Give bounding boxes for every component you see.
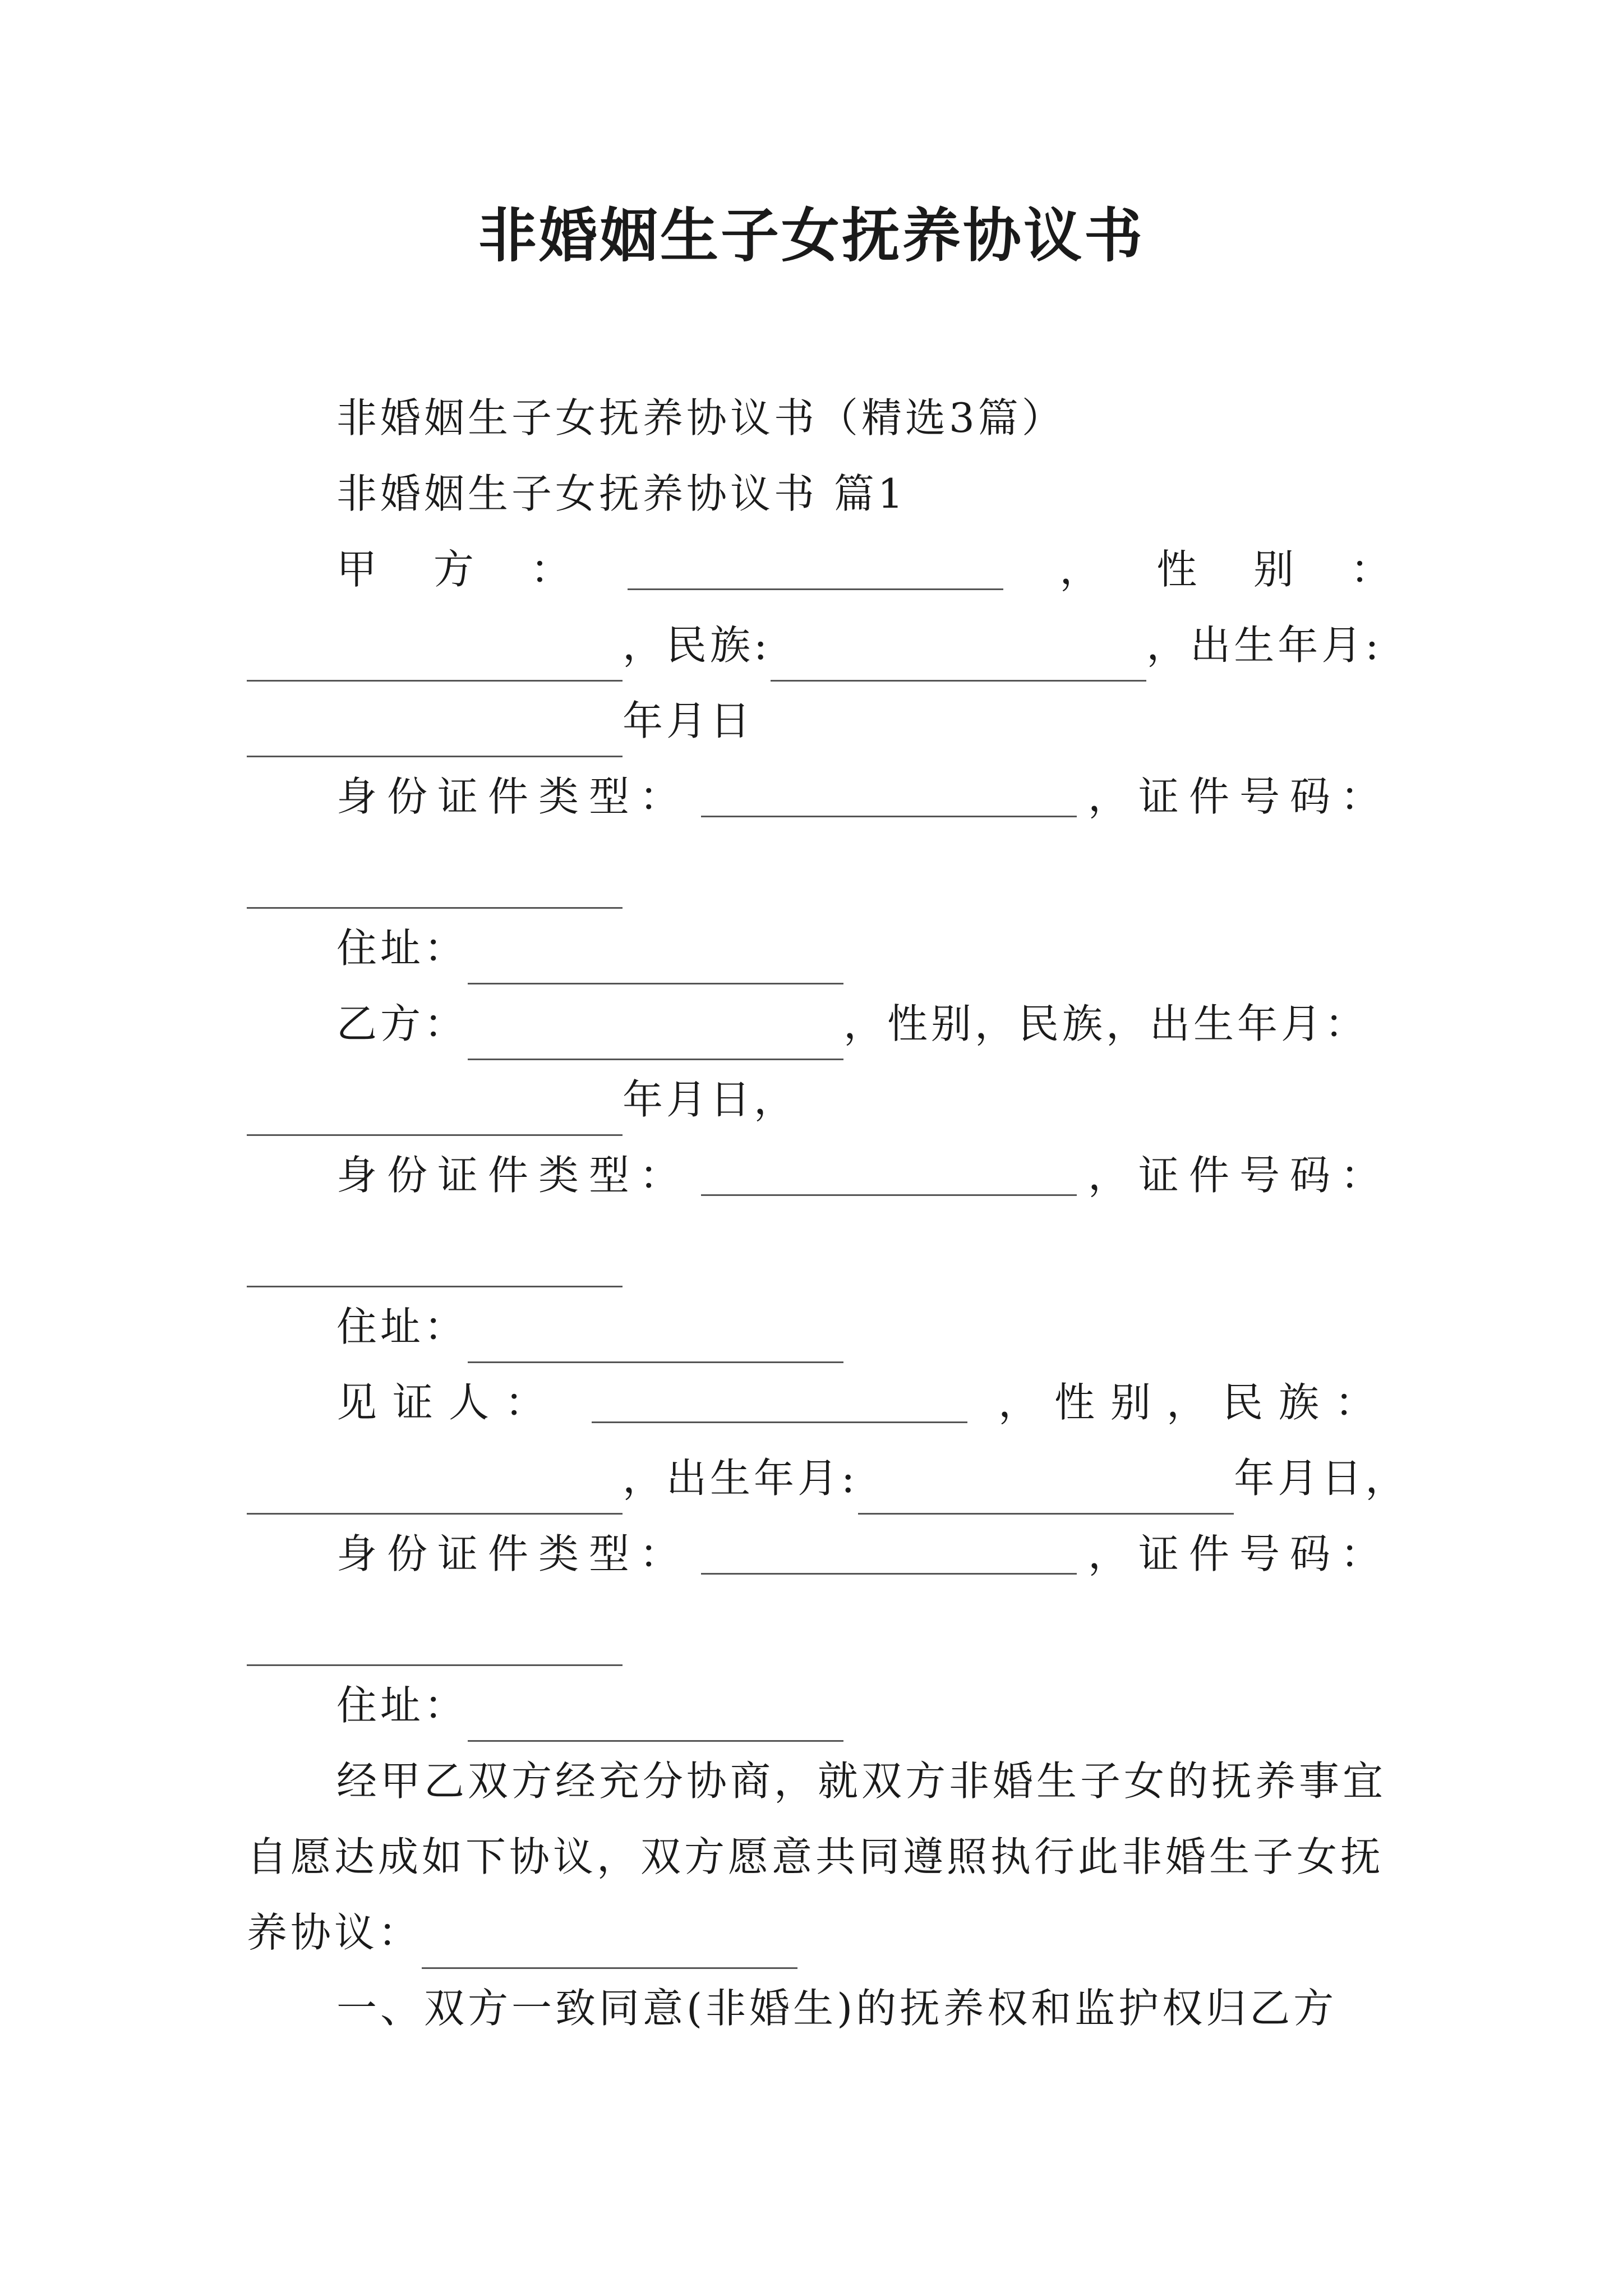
party-a-gender-char: 别 <box>1253 546 1294 593</box>
party-b-birth-row <box>247 1063 1391 1136</box>
party-a-birth-field[interactable] <box>247 716 623 757</box>
witness-id-row <box>336 1517 1391 1590</box>
part-heading: 非婚姻生子女抚养协议书 篇1 <box>336 470 907 517</box>
party-a-id-number-label: ，证件号码： <box>1087 773 1391 820</box>
witness-label: 见证人： <box>336 1379 561 1426</box>
party-a-address-field[interactable] <box>468 944 843 984</box>
party-b-address-field[interactable] <box>468 1322 843 1363</box>
witness-ethnicity-field[interactable] <box>247 1474 623 1515</box>
witness-id-number-row <box>247 1593 1391 1666</box>
party-a-ethnicity-label: ，民族: <box>623 622 771 669</box>
witness-birth-label: ，出生年月: <box>623 1455 859 1502</box>
party-b-address-row <box>336 1290 1391 1363</box>
witness-id-type-field[interactable] <box>701 1534 1077 1575</box>
witness-address-field[interactable] <box>468 1701 843 1742</box>
witness-mid-label: ，性别，民族： <box>998 1379 1391 1426</box>
party-a-ethnicity-field[interactable] <box>771 641 1146 682</box>
party-a-label-char: ： <box>530 546 571 593</box>
party-a-id-type-label: 身份证件类型： <box>336 773 690 820</box>
party-b-id-row <box>336 1139 1391 1212</box>
party-a-gender-field[interactable] <box>247 641 623 682</box>
party-a-id-number-field[interactable] <box>247 868 623 909</box>
party-a-name-row <box>336 533 1391 606</box>
subtitle: 非婚姻生子女抚养协议书（精选3篇） <box>336 394 1066 441</box>
party-a-birth-label: ，出生年月: <box>1146 622 1382 669</box>
party-b-id-number-label: ，证件号码： <box>1087 1152 1391 1199</box>
clause-1: 一、双方一致同意(非婚生)的抚养权和监护权归乙方 <box>336 1985 1338 2032</box>
witness-birth-field[interactable] <box>858 1474 1234 1515</box>
party-a-gender-char: 性 <box>1156 546 1197 593</box>
party-a-gender-char: ： <box>1350 546 1391 593</box>
agreement-intro-line: 经甲乙双方经充分协商，就双方非婚生子女的抚养事宜 <box>336 1757 1387 1805</box>
party-b-name-field[interactable] <box>468 1019 843 1060</box>
party-b-id-number-field[interactable] <box>247 1246 623 1287</box>
witness-id-number-field[interactable] <box>247 1625 623 1666</box>
party-a-date-suffix: 年月日 <box>623 697 754 744</box>
party-a-birth-row <box>247 684 1391 757</box>
party-b-label: 乙方： <box>336 1000 468 1047</box>
document-title: 非婚姻生子女抚养协议书 <box>478 201 1145 270</box>
party-b-id-type-field[interactable] <box>701 1155 1077 1196</box>
party-a-name-field[interactable] <box>628 549 1003 590</box>
party-b-birth-field[interactable] <box>247 1095 623 1136</box>
witness-name-field[interactable] <box>592 1382 967 1423</box>
party-b-date-suffix: 年月日， <box>623 1076 798 1123</box>
witness-date-suffix: 年月日， <box>1234 1455 1409 1502</box>
party-a-address-label: 住址： <box>336 924 468 972</box>
party-a-id-row <box>336 760 1391 833</box>
witness-id-type-label: 身份证件类型： <box>336 1530 690 1577</box>
party-a-address-row <box>336 912 1391 984</box>
witness-birth-row <box>247 1442 1409 1515</box>
party-a-id-type-field[interactable] <box>701 776 1077 817</box>
agreement-intro-last-line <box>247 1896 1391 1969</box>
witness-id-number-label: ，证件号码： <box>1087 1530 1391 1577</box>
party-a-label-char: 甲 <box>336 546 377 593</box>
witness-address-row <box>336 1669 1391 1742</box>
party-a-id-number-row <box>247 836 1391 909</box>
party-b-id-type-label: 身份证件类型： <box>336 1152 690 1199</box>
party-a-label-char: 方 <box>433 546 474 593</box>
party-b-address-label: 住址： <box>336 1303 468 1350</box>
party-a-ethnicity-row <box>247 609 1391 682</box>
party-b-name-row <box>336 987 1391 1060</box>
party-a-comma: ， <box>1059 546 1100 593</box>
party-b-id-number-row <box>247 1214 1391 1287</box>
witness-name-row <box>336 1366 1391 1439</box>
party-b-mid-label: ，性别，民族，出生年月： <box>843 1000 1369 1047</box>
agreement-field[interactable] <box>422 1928 797 1969</box>
witness-address-label: 住址： <box>336 1682 468 1729</box>
agreement-intro-text: 养协议： <box>247 1909 422 1956</box>
agreement-intro-line: 自愿达成如下协议，双方愿意共同遵照执行此非婚生子女抚 <box>247 1833 1385 1880</box>
